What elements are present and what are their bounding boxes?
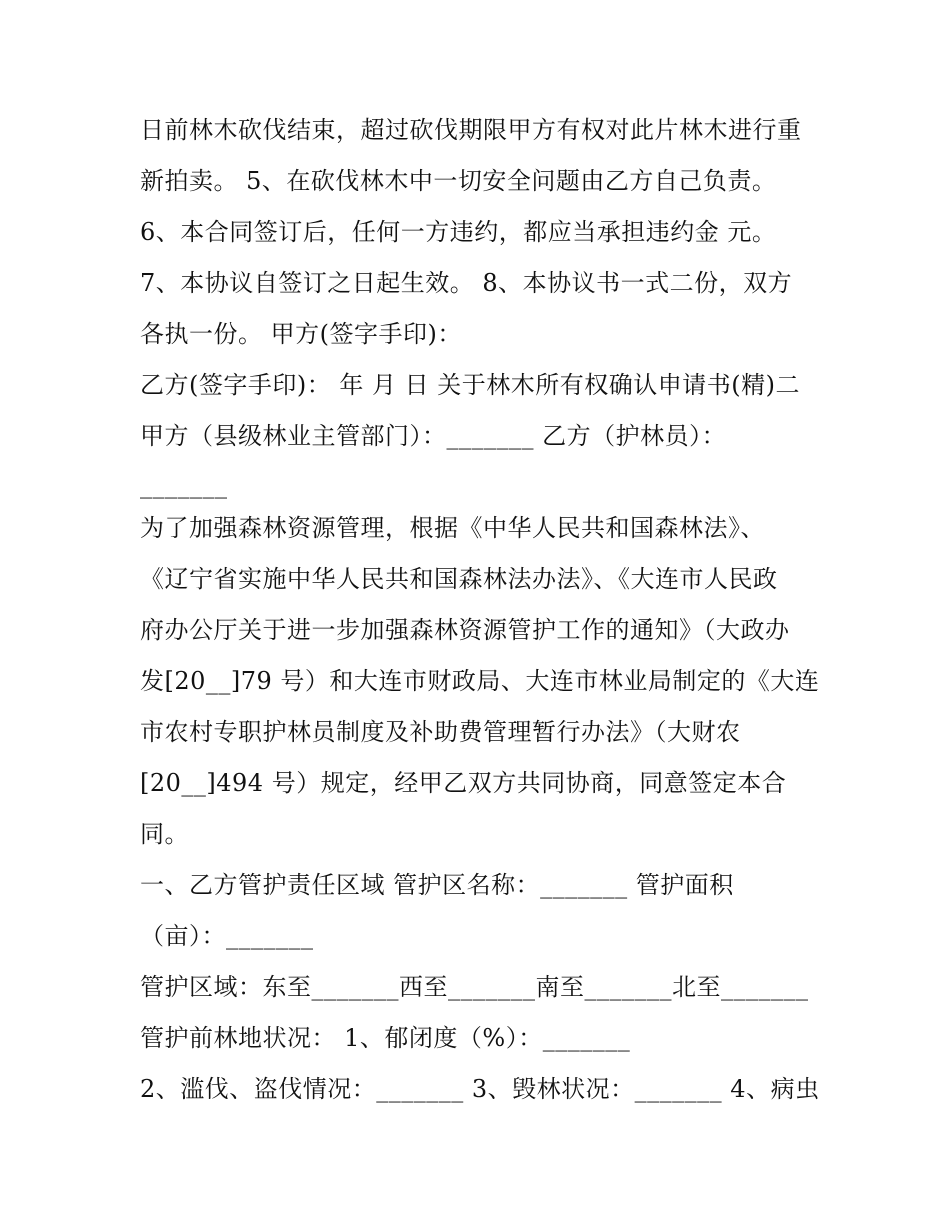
text-line: 发[20__]79 号）和大连市财政局、大连市林业局制定的《大连 bbox=[140, 667, 820, 695]
text-line: [20__]494 号）规定，经甲乙双方共同协商，同意签定本合 bbox=[140, 769, 787, 797]
text-line: 日前林木砍伐结束，超过砍伐期限甲方有权对此片林木进行重 bbox=[140, 116, 802, 144]
text-line: （亩）：_______ bbox=[140, 922, 314, 950]
text-line: 《辽宁省实施中华人民共和国森林法办法》、《大连市人民政 bbox=[140, 565, 778, 593]
text-line: 一、乙方管护责任区域 管护区名称：_______ 管护面积 bbox=[140, 871, 734, 899]
text-line: 为了加强森林资源管理，根据《中华人民共和国森林法》、 bbox=[140, 514, 765, 542]
text-line: 各执一份。 甲方(签字手印)： bbox=[140, 320, 462, 348]
text-line: 2、滥伐、盗伐情况：_______ 3、毁林状况：_______ 4、病虫 bbox=[140, 1075, 820, 1103]
text-line: 新拍卖。 5、在砍伐林木中一切安全问题由乙方自己负责。 bbox=[140, 167, 777, 195]
text-line: 管护前林地状况： 1、郁闭度（%）：_______ bbox=[140, 1024, 631, 1052]
text-line: 7、本协议自签订之日起生效。 8、本协议书一式二份，双方 bbox=[140, 269, 793, 297]
text-line: 6、本合同签订后，任何一方违约，都应当承担违约金 元。 bbox=[140, 218, 777, 246]
text-line: 甲方（县级林业主管部门）：_______ 乙方（护林员）： bbox=[140, 422, 727, 450]
text-line: 府办公厅关于进一步加强森林资源管护工作的通知》（大政办 bbox=[140, 616, 790, 644]
text-line: 管护区域：东至_______西至_______南至_______北至_______ bbox=[140, 973, 809, 1001]
text-line: 同。 bbox=[140, 820, 189, 848]
blank-field-line: _______ bbox=[140, 471, 228, 499]
text-line: 乙方(签字手印)： 年 月 日 关于林木所有权确认申请书(精)二 bbox=[140, 371, 800, 399]
text-line: 市农村专职护林员制度及补助费管理暂行办法》（大财农 bbox=[140, 718, 741, 746]
